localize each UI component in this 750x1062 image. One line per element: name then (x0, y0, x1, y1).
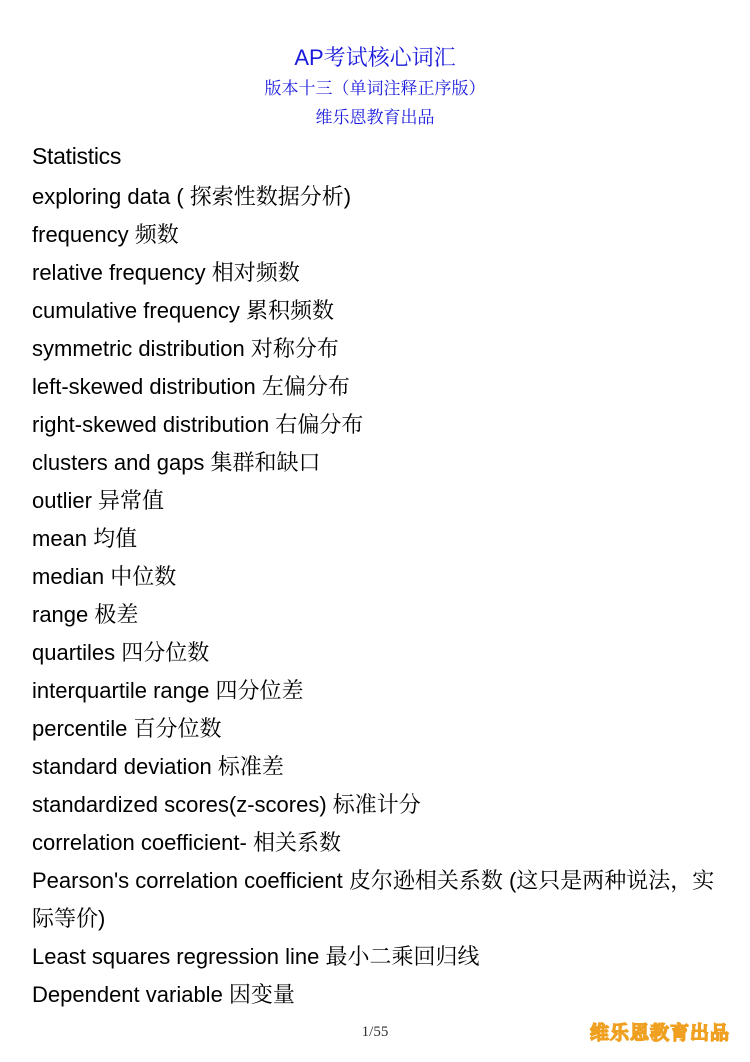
publisher-watermark: 维乐恩教育出品 (589, 1022, 730, 1044)
term-chinese: 最小二乘回归线 (325, 944, 480, 969)
vocabulary-entry (32, 254, 722, 292)
vocabulary-entry (32, 330, 722, 368)
vocabulary-entry (32, 938, 722, 976)
term-english: standard deviation (32, 754, 218, 779)
vocabulary-entry (32, 710, 722, 748)
vocabulary-entry (32, 444, 722, 482)
page-number: 1/55 (361, 1024, 389, 1040)
term-english: frequency (32, 222, 135, 247)
term-english: standardized scores(z-scores) (32, 792, 333, 817)
term-english: median (32, 564, 111, 589)
term-english: mean (32, 526, 94, 551)
vocabulary-section (32, 140, 722, 1014)
term-chinese: 因变量 (228, 982, 295, 1007)
term-chinese: 对称分布 (250, 336, 339, 361)
vocabulary-entry (32, 520, 722, 558)
vocabulary-entry (32, 824, 722, 862)
term-chinese: 异常值 (98, 488, 165, 513)
term-chinese: 标准差 (217, 754, 284, 779)
term-chinese: 探索性数据分析) (189, 184, 352, 209)
term-chinese: 四分位数 (121, 640, 210, 665)
section-heading: Statistics (32, 143, 122, 169)
term-chinese: 相关系数 (252, 830, 341, 855)
term-english: range (32, 602, 95, 627)
term-chinese: 极差 (94, 602, 139, 627)
term-english: Least squares regression line (32, 944, 326, 969)
term-chinese: 标准计分 (332, 792, 421, 817)
term-english: symmetric distribution (32, 336, 251, 361)
vocabulary-entry (32, 786, 722, 824)
term-english: relative frequency (32, 260, 212, 285)
vocabulary-entry (32, 596, 722, 634)
term-english: percentile (32, 716, 134, 741)
term-chinese: 四分位差 (215, 678, 304, 703)
vocabulary-entry (32, 672, 722, 710)
term-english: correlation coefficient- (32, 830, 253, 855)
term-english: right-skewed distribution (32, 412, 276, 437)
term-chinese: 相对频数 (211, 260, 300, 285)
vocabulary-entry (32, 862, 722, 938)
vocabulary-entry (32, 558, 722, 596)
vocabulary-entry (32, 482, 722, 520)
term-english: exploring data ( (32, 184, 190, 209)
term-chinese: 百分位数 (133, 716, 222, 741)
term-chinese: 左偏分布 (261, 374, 350, 399)
document-header (0, 44, 750, 131)
vocabulary-entry (32, 406, 722, 444)
vocabulary-entry (32, 368, 722, 406)
vocabulary-entry (32, 748, 722, 786)
term-english: clusters and gaps (32, 450, 211, 475)
vocabulary-entry (32, 178, 722, 216)
term-chinese: 均值 (93, 526, 138, 551)
term-english: interquartile range (32, 678, 216, 703)
term-chinese: 中位数 (110, 564, 177, 589)
document-title: AP考试核心词汇 (294, 45, 456, 70)
term-chinese: 皮尔逊相关系数 (这只是两种说法，实际等价) (32, 868, 715, 931)
vocabulary-entry (32, 216, 722, 254)
term-chinese: 集群和缺口 (210, 450, 321, 475)
vocabulary-list (32, 178, 722, 1014)
term-english: quartiles (32, 640, 122, 665)
vocabulary-entry (32, 634, 722, 672)
document-publisher: 维乐恩教育出品 (315, 108, 435, 127)
term-chinese: 右偏分布 (275, 412, 364, 437)
term-english: outlier (32, 488, 99, 513)
term-english: Dependent variable (32, 982, 229, 1007)
vocabulary-entry (32, 976, 722, 1014)
term-chinese: 累积频数 (246, 298, 335, 323)
vocabulary-entry (32, 292, 722, 330)
term-chinese: 频数 (134, 222, 179, 247)
term-english: Pearson's correlation coefficient (32, 868, 349, 893)
term-english: left-skewed distribution (32, 374, 262, 399)
document-subtitle: 版本十三（单词注释正序版） (264, 79, 486, 98)
term-english: cumulative frequency (32, 298, 246, 323)
